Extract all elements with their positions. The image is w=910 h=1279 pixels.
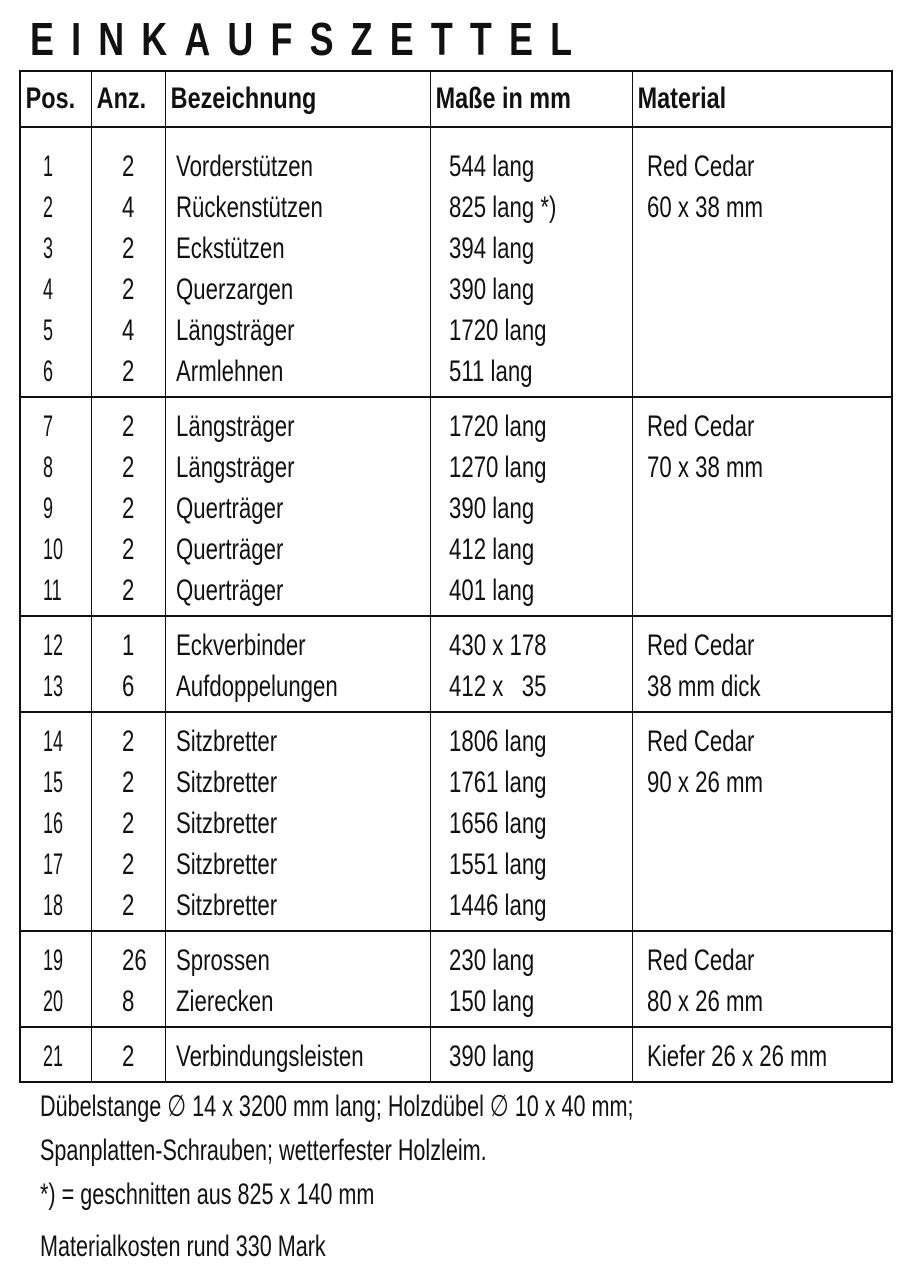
cell-pos-value: 18: [43, 889, 64, 922]
cell-mass-value: 401 lang: [448, 574, 534, 607]
cell-anz: [92, 712, 166, 931]
cell-anz-value: 6: [122, 670, 135, 703]
note-line-2: Spanplatten-Schrauben; wetterfester Holzleim.: [40, 1134, 487, 1167]
cell-bez-value: Sitzbretter: [176, 889, 278, 922]
material-line: 38 mm dick: [646, 670, 761, 703]
cell-pos-value: 12: [43, 629, 64, 662]
header-masse: Maße in mm: [430, 71, 632, 127]
cell-bez: [166, 616, 431, 712]
material-line: Red Cedar: [646, 410, 755, 443]
cell-bez-value: Vorderstützen: [176, 150, 314, 183]
cell-mass-value: 390 lang: [448, 273, 534, 306]
cell-anz-value: 1: [122, 629, 135, 662]
header-bezeichnung: Bezeichnung: [166, 71, 431, 127]
cell-material: [632, 127, 892, 397]
cell-anz-value: 2: [122, 150, 135, 183]
cell-anz-value: 2: [122, 574, 135, 607]
cell-anz-value: 2: [122, 848, 135, 881]
material-line: 70 x 38 mm: [646, 451, 763, 484]
cell-mass-value: 430 x 178: [448, 629, 547, 662]
cell-pos-value: 21: [43, 1040, 64, 1073]
cell-pos: [20, 127, 92, 397]
header-material: Material: [632, 71, 892, 127]
cell-mass-value: 412 x 35: [448, 670, 547, 703]
cell-mass-value: 412 lang: [448, 533, 534, 566]
footnote: *) = geschnitten aus 825 x 140 mm: [40, 1178, 375, 1211]
cell-mass: [430, 931, 632, 1027]
cell-mass-value: 1761 lang: [448, 766, 547, 799]
cell-bez-value: Sitzbretter: [176, 725, 278, 758]
material-line: Kiefer 26 x 26 mm: [646, 1040, 827, 1073]
table-header-row: [20, 71, 892, 127]
cell-anz-value: 8: [122, 985, 135, 1018]
cell-anz: [92, 616, 166, 712]
page-title: EINKAUFSZETTEL: [30, 13, 590, 65]
cell-pos-value: 8: [43, 451, 54, 484]
material-line: Red Cedar: [646, 150, 755, 183]
table-group: [20, 616, 892, 712]
cell-bez-value: Armlehnen: [176, 355, 284, 388]
cell-pos-value: 1: [43, 150, 54, 183]
material-line: 90 x 26 mm: [646, 766, 763, 799]
cell-bez-value: Zierecken: [176, 985, 274, 1018]
material-line: 60 x 38 mm: [646, 191, 763, 224]
cell-pos-value: 16: [43, 807, 64, 840]
cell-material: [632, 397, 892, 616]
cell-pos-value: 5: [43, 314, 54, 347]
cell-anz-value: 2: [122, 232, 135, 265]
cell-anz-value: 2: [122, 492, 135, 525]
cell-mass-value: 390 lang: [448, 492, 534, 525]
cell-bez-value: Querzargen: [176, 273, 294, 306]
cell-pos-value: 11: [43, 574, 62, 607]
table-group: [20, 931, 892, 1027]
material-line: 80 x 26 mm: [646, 985, 763, 1018]
cell-bez: [166, 712, 431, 931]
cell-bez: [166, 931, 431, 1027]
cell-anz-value: 4: [122, 191, 135, 224]
cell-bez-value: Sprossen: [176, 944, 270, 977]
cell-anz-value: 2: [122, 1040, 135, 1073]
cell-pos-value: 14: [43, 725, 64, 758]
cell-mass-value: 825 lang *): [448, 191, 557, 224]
cell-bez: [166, 397, 431, 616]
cell-anz-value: 2: [122, 766, 135, 799]
cell-anz: [92, 127, 166, 397]
table-group: [20, 397, 892, 616]
cell-anz: [92, 931, 166, 1027]
cell-mass: [430, 397, 632, 616]
cell-mass: [430, 616, 632, 712]
cell-pos: [20, 397, 92, 616]
cell-bez-value: Querträger: [176, 533, 284, 566]
cell-bez-value: Querträger: [176, 492, 284, 525]
cell-mass-value: 544 lang: [448, 150, 534, 183]
cell-mass-value: 230 lang: [448, 944, 534, 977]
cell-anz-value: 2: [122, 889, 135, 922]
cell-pos: [20, 1027, 92, 1082]
cell-bez-value: Längsträger: [176, 451, 295, 484]
cell-pos-value: 19: [43, 944, 64, 977]
cell-anz-value: 26: [122, 944, 147, 977]
cell-mass-value: 1656 lang: [448, 807, 547, 840]
cell-material: [632, 616, 892, 712]
cell-bez: [166, 1027, 431, 1082]
cell-mass-value: 1720 lang: [448, 314, 547, 347]
cell-bez-value: Eckverbinder: [176, 629, 306, 662]
cell-bez: [166, 127, 431, 397]
cell-bez-value: Verbindungsleisten: [176, 1040, 364, 1073]
cell-anz: [92, 397, 166, 616]
cell-bez-value: Längsträger: [176, 314, 295, 347]
cell-pos: [20, 616, 92, 712]
cell-pos-value: 15: [43, 766, 64, 799]
cell-mass-value: 394 lang: [448, 232, 534, 265]
table-group: [20, 712, 892, 931]
cell-bez-value: Aufdoppelungen: [176, 670, 338, 703]
material-line: Red Cedar: [646, 629, 755, 662]
cell-bez-value: Querträger: [176, 574, 284, 607]
cell-pos-value: 10: [43, 533, 64, 566]
cell-pos-value: 4: [43, 273, 54, 306]
header-anz: Anz.: [92, 71, 166, 127]
cell-anz-value: 2: [122, 410, 135, 443]
cell-bez-value: Rückenstützen: [176, 191, 323, 224]
cell-pos-value: 17: [43, 848, 64, 881]
shopping-list-table: [19, 70, 893, 1083]
cell-pos-value: 13: [43, 670, 64, 703]
table-group: [20, 1027, 892, 1082]
cell-anz-value: 2: [122, 451, 135, 484]
cell-anz-value: 2: [122, 807, 135, 840]
cell-mass-value: 1551 lang: [448, 848, 547, 881]
cell-mass-value: 1806 lang: [448, 725, 547, 758]
cell-mass-value: 511 lang: [448, 355, 533, 388]
cell-anz-value: 2: [122, 273, 135, 306]
cell-material: [632, 931, 892, 1027]
material-cost: Materialkosten rund 330 Mark: [40, 1230, 326, 1263]
cell-pos-value: 20: [43, 985, 64, 1018]
cell-pos-value: 9: [43, 492, 54, 525]
cell-anz-value: 2: [122, 533, 135, 566]
material-line: Red Cedar: [646, 725, 755, 758]
cell-pos: [20, 712, 92, 931]
cell-bez-value: Sitzbretter: [176, 807, 278, 840]
cell-mass: [430, 712, 632, 931]
notes-section: [40, 1085, 864, 1269]
cell-bez-value: Sitzbretter: [176, 766, 278, 799]
cell-mass-value: 1720 lang: [448, 410, 547, 443]
cell-pos-value: 2: [43, 191, 54, 224]
cell-pos-value: 6: [43, 355, 54, 388]
cell-mass-value: 1270 lang: [448, 451, 547, 484]
cell-pos: [20, 931, 92, 1027]
cell-anz-value: 4: [122, 314, 135, 347]
cell-anz-value: 2: [122, 355, 135, 388]
header-pos: Pos.: [20, 71, 92, 127]
cell-mass: [430, 127, 632, 397]
table-group: [20, 127, 892, 397]
cell-bez-value: Eckstützen: [176, 232, 285, 265]
cell-pos-value: 7: [43, 410, 54, 443]
cell-bez-value: Längsträger: [176, 410, 295, 443]
cell-material: [632, 712, 892, 931]
cell-mass: [430, 1027, 632, 1082]
cell-mass-value: 390 lang: [448, 1040, 534, 1073]
cell-pos-value: 3: [43, 232, 54, 265]
material-line: Red Cedar: [646, 944, 755, 977]
note-line-1: Dübelstange ∅ 14 x 3200 mm lang; Holzdübel ∅ 10 x 40 mm;: [40, 1090, 634, 1123]
cell-mass-value: 150 lang: [448, 985, 534, 1018]
cell-anz-value: 2: [122, 725, 135, 758]
cell-bez-value: Sitzbretter: [176, 848, 278, 881]
cell-material: [632, 1027, 892, 1082]
cell-anz: [92, 1027, 166, 1082]
cell-mass-value: 1446 lang: [448, 889, 547, 922]
